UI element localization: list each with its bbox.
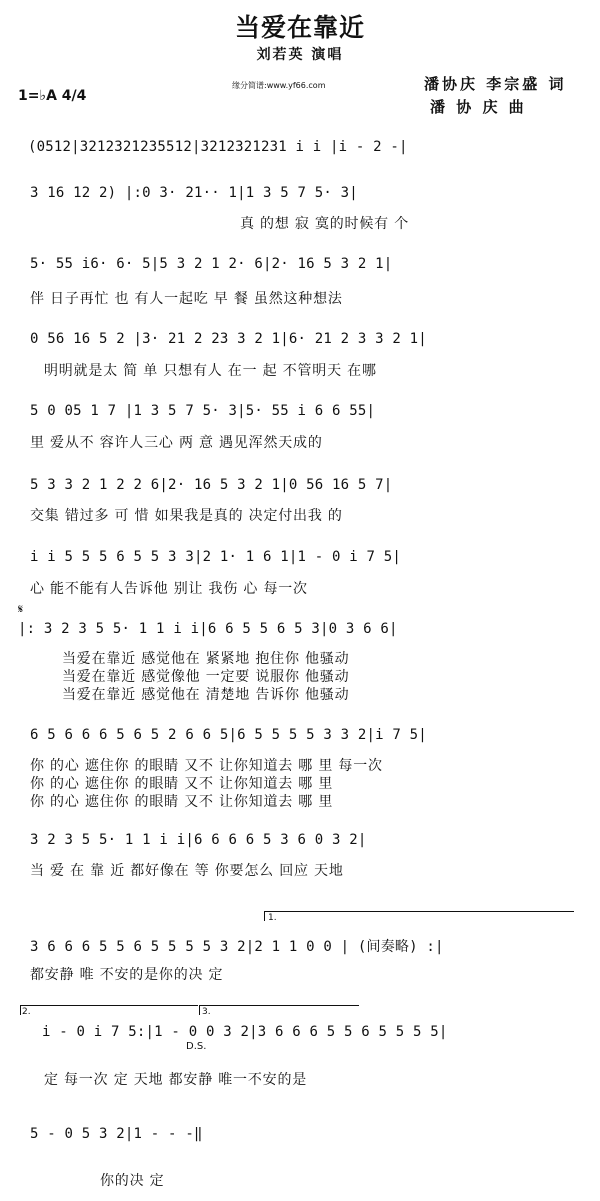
lyrics-line-5: 里 爱从不 容许人三心 两 意 遇见浑然天成的	[30, 435, 323, 451]
lyrics-line-11: 都安静 唯 不安的是你的决 定	[30, 967, 224, 983]
notes-line-8: |: 3 2 3 5 5· 1 1 i i|6 6 5 5 6 5 3|0 3 6 6|	[18, 621, 398, 637]
notes-line-3: 5· 55 i6· 6· 5|5 3 2 1 2· 6|2· 16 5 3 2 1|	[30, 256, 393, 272]
key-signature: 1=♭A 4/4	[18, 88, 87, 104]
first-ending-label: 1.	[268, 913, 277, 923]
second-ending-tick	[20, 1005, 21, 1015]
lyrics-line-2: 真 的想 寂 寞的时候有 个	[240, 216, 409, 232]
notes-line-2: 3 16 12 2) |:0 3· 21·· 1|1 3 5 7 5· 3|	[30, 185, 358, 201]
lyrics-line-9c: 你 的心 遮住你 的眼睛 又不 让你知道去 哪 里	[30, 794, 334, 810]
composer-credit: 潘 协 庆 曲	[430, 98, 527, 116]
first-ending-tick	[264, 911, 265, 921]
notes-line-10: 3 2 3 5 5· 1 1 i i|6 6 6 6 5 3 6 0 3 2|	[30, 832, 367, 848]
lyricist-credit: 潘协庆 李宗盛 词	[424, 75, 567, 93]
lyrics-line-12: 定 每一次 定 天地 都安静 唯一不安的是	[44, 1072, 308, 1088]
lyrics-line-7: 心 能不能有人告诉他 别让 我伤 心 每一次	[30, 581, 308, 597]
lyrics-line-6: 交集 错过多 可 惜 如果我是真的 决定付出我 的	[30, 508, 343, 524]
lyrics-line-4: 明明就是太 简 单 只想有人 在一 起 不管明天 在哪	[44, 363, 377, 379]
song-title: 当爱在靠近	[234, 13, 365, 42]
lyrics-line-9a: 你 的心 遮住你 的眼睛 又不 让你知道去 哪 里 每一次	[30, 758, 383, 774]
second-ending-label: 2.	[22, 1007, 31, 1017]
segno-mark: 𝄋	[18, 602, 24, 616]
lyrics-line-8b: 当爱在靠近 感觉像他 一定要 说服你 他骚动	[62, 669, 350, 685]
lyrics-line-9b: 你 的心 遮住你 的眼睛 又不 让你知道去 哪 里	[30, 776, 334, 792]
notes-line-1: (0512|3212321235512|3212321231 i i |i - 2 -|	[28, 139, 408, 155]
lyrics-line-10: 当 爱 在 靠 近 都好像在 等 你要怎么 回应 天地	[30, 863, 344, 879]
source-url: 缘分简谱:www.yf66.com	[232, 81, 326, 90]
notes-line-6: 5 3 3 2 1 2 2 6|2· 16 5 3 2 1|0 56 16 5 7|	[30, 477, 393, 493]
lyrics-line-8a: 当爱在靠近 感觉他在 紧紧地 抱住你 他骚动	[62, 651, 350, 667]
second-ending-bracket	[20, 1005, 198, 1006]
lyrics-line-13: 你的决 定	[100, 1173, 165, 1189]
third-ending-bracket	[199, 1005, 359, 1006]
notes-line-12: i - 0 i 7 5:|1 - 0 0 3 2|3 6 6 6 5 5 6 5 5 5 5|	[42, 1024, 448, 1040]
notes-line-13: 5 - 0 5 3 2|1 - - -‖	[30, 1126, 203, 1142]
dal-segno-mark: D.S.	[186, 1041, 207, 1052]
notes-line-5: 5 0 05 1 7 |1 3 5 7 5· 3|5· 55 i 6 6 55|	[30, 403, 376, 419]
performer-credit: 刘若英 演唱	[256, 47, 344, 63]
notes-line-4: 0 56 16 5 2 |3· 21 2 23 3 2 1|6· 21 2 3 3 2 1|	[30, 331, 427, 347]
lyrics-line-3: 伴 日子再忙 也 有人一起吃 早 餐 虽然这种想法	[30, 291, 343, 307]
third-ending-tick	[199, 1005, 200, 1015]
notes-line-7: i i 5 5 5 6 5 5 3 3|2 1· 1 6 1|1 - 0 i 7 5|	[30, 549, 402, 565]
notes-line-11: 3 6 6 6 5 5 6 5 5 5 5 3 2|2 1 1 0 0 | (间奏略) :|	[30, 939, 444, 955]
first-ending-bracket	[264, 911, 574, 912]
lyrics-line-8c: 当爱在靠近 感觉他在 清楚地 告诉你 他骚动	[62, 687, 350, 703]
notes-line-9: 6 5 6 6 6 5 6 5 2 6 6 5|6 5 5 5 5 3 3 2|i 7 5|	[30, 727, 427, 743]
third-ending-label: 3.	[202, 1007, 211, 1017]
